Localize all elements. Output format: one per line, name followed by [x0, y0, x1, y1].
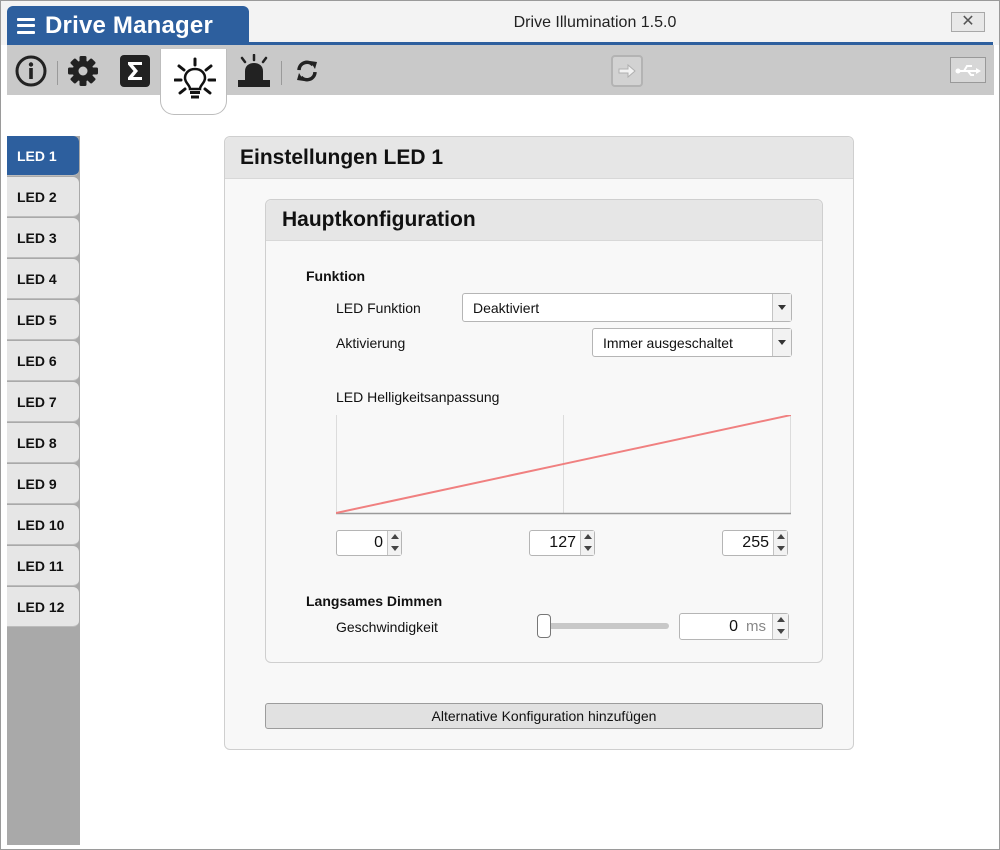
config-title: Hauptkonfiguration [266, 200, 822, 241]
led-sidebar [7, 136, 80, 845]
brightness-input-mid-value: 127 [549, 534, 576, 551]
info-icon[interactable] [13, 53, 49, 89]
add-alternative-config-button[interactable]: Alternative Konfiguration hinzufügen [265, 703, 823, 729]
sidebar-item-led-2[interactable]: LED 2 [7, 177, 79, 217]
sidebar-item-led-8[interactable]: LED 8 [7, 423, 79, 463]
sidebar-item-led-10[interactable]: LED 10 [7, 505, 79, 545]
sidebar-item-led-1[interactable]: LED 1 [7, 136, 79, 176]
spinner-arrows-icon[interactable] [772, 614, 788, 639]
activation-label: Aktivierung [336, 335, 406, 351]
speed-input[interactable] [679, 613, 789, 640]
brightness-input-high[interactable] [722, 530, 788, 556]
app-brand[interactable] [7, 6, 249, 45]
brightness-input-mid[interactable] [529, 530, 595, 556]
function-section-label: Funktion [306, 268, 366, 284]
activation-select[interactable] [592, 328, 792, 357]
app-name: Drive Manager [45, 11, 213, 39]
chevron-down-icon[interactable] [772, 329, 791, 356]
sidebar-item-led-3[interactable]: LED 3 [7, 218, 79, 258]
led-function-label: LED Funktion [336, 300, 421, 316]
tab-illumination[interactable] [160, 49, 227, 115]
speed-slider-track[interactable] [541, 623, 669, 629]
chevron-down-icon[interactable] [772, 294, 791, 321]
led-function-value: Deaktiviert [473, 299, 540, 316]
speed-value: 0 [729, 618, 738, 635]
activation-value: Immer ausgeschaltet [603, 334, 733, 351]
sidebar-item-led-4[interactable]: LED 4 [7, 259, 79, 299]
brightness-input-high-value: 255 [742, 534, 769, 551]
main-config-panel [265, 199, 823, 663]
sidebar-item-led-5[interactable]: LED 5 [7, 300, 79, 340]
brightness-input-low[interactable] [336, 530, 402, 556]
sidebar-item-led-11[interactable]: LED 11 [7, 546, 79, 586]
toolbar [7, 45, 994, 95]
panel-title: Einstellungen LED 1 [225, 137, 853, 179]
sidebar-item-led-6[interactable]: LED 6 [7, 341, 79, 381]
sidebar-item-led-9[interactable]: LED 9 [7, 464, 79, 504]
title-bar [1, 1, 999, 45]
sidebar-item-led-7[interactable]: LED 7 [7, 382, 79, 422]
speed-slider-handle[interactable] [537, 614, 551, 638]
spinner-arrows-icon[interactable] [387, 531, 401, 555]
hamburger-menu-icon[interactable] [17, 18, 35, 34]
bulb-icon [174, 57, 216, 106]
sigma-icon[interactable] [117, 53, 153, 89]
window-title: Drive Illumination 1.5.0 [513, 14, 677, 31]
connection-icon[interactable] [950, 57, 986, 83]
led-function-select[interactable] [462, 293, 792, 322]
speed-label: Geschwindigkeit [336, 619, 438, 635]
spinner-arrows-icon[interactable] [773, 531, 787, 555]
dimming-section-label: Langsames Dimmen [306, 593, 443, 609]
brightness-label: LED Helligkeitsanpassung [336, 389, 500, 405]
export-icon[interactable] [611, 55, 643, 87]
speed-unit: ms [746, 618, 766, 635]
settings-panel [224, 136, 854, 750]
gear-icon[interactable] [65, 53, 101, 89]
spinner-arrows-icon[interactable] [580, 531, 594, 555]
brightness-input-low-value: 0 [374, 534, 383, 551]
sidebar-item-led-12[interactable]: LED 12 [7, 587, 79, 627]
brightness-curve-chart[interactable] [336, 415, 791, 515]
toolbar-separator [57, 61, 58, 85]
toolbar-separator [281, 61, 282, 85]
beacon-icon[interactable] [235, 53, 273, 89]
refresh-icon[interactable] [289, 53, 325, 89]
close-button[interactable]: ✕ [951, 12, 985, 32]
